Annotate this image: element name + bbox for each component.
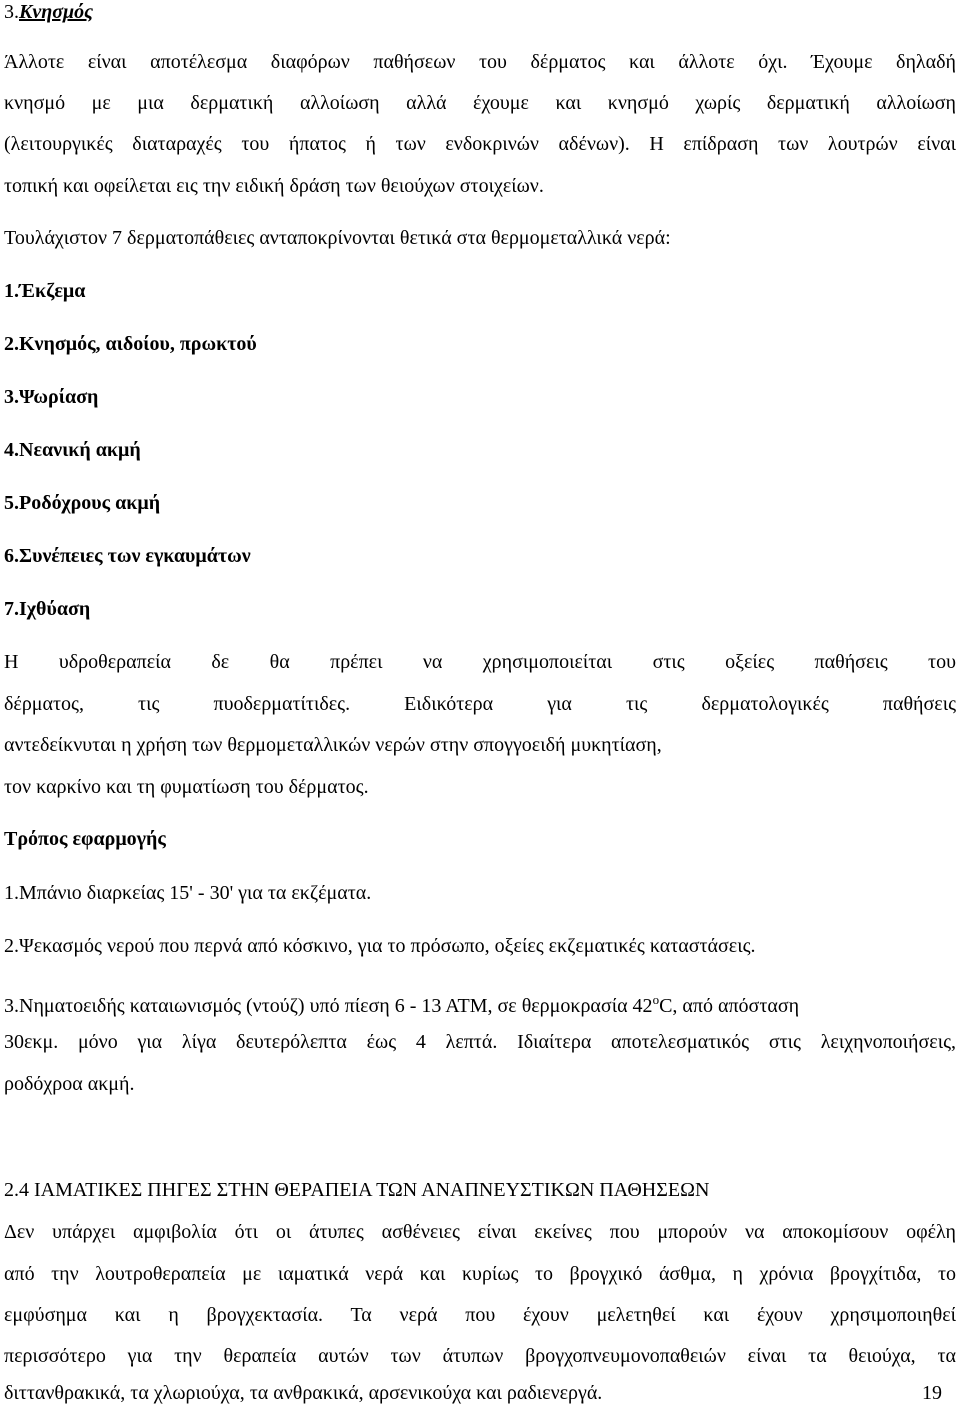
section-title: Κνησμός — [19, 1, 94, 23]
list-item: 4.Νεανική ακμή — [4, 439, 141, 461]
method-heading: Τρόπος εφαρμογής — [4, 828, 166, 850]
paragraph-line: Άλλοτε είναι αποτέλεσμα διαφόρων παθήσεων του δέρματος και άλλοτε όχι. Έχουμε δηλαδή — [4, 51, 956, 73]
list-item: 3.Ψωρίαση — [4, 386, 99, 408]
section-number: 3. — [4, 1, 19, 23]
list-item: 6.Συνέπειες των εγκαυμάτων — [4, 545, 251, 567]
paragraph-line: αντεδείκνυται η χρήση των θερμομεταλλικών νερών στην σπογγοειδή μυκητίαση, — [4, 734, 662, 756]
list-item: 1.Έκζεμα — [4, 280, 86, 302]
page-number: 19 — [922, 1382, 942, 1404]
paragraph-line: διττανθρακικά, τα χλωριούχα, τα ανθρακικά, αρσενικούχα και ραδιενεργά. — [4, 1382, 603, 1404]
section-2-4-heading: 2.4 ΙΑΜΑΤΙΚΕΣ ΠΗΓΕΣ ΣΤΗΝ ΘΕΡΑΠΕΙΑ ΤΩΝ ΑΝΑΠΝΕΥΣΤΙΚΩΝ ΠΑΘΗΣΕΩΝ — [4, 1179, 710, 1201]
paragraph-line: εμφύσημα και η βρογχεκτασία. Τα νερά που έχουν μελετηθεί και έχουν χρησιμοποιηθεί — [4, 1304, 956, 1326]
paragraph-line: (λειτουργικές διαταραχές του ήπατος ή των ενδοκρινών αδένων). Η επίδραση των λουτρών είναι — [4, 133, 956, 155]
paragraph-line: από την λουτροθεραπεία με ιαματικά νερά και κυρίως το βρογχικό άσθμα, η χρόνια βρογχίτιδα, το — [4, 1263, 956, 1285]
paragraph-line: Η υδροθεραπεία δε θα πρέπει να χρησιμοποιείται στις οξείες παθήσεις του — [4, 651, 956, 673]
method-text: 3.Νηματοειδής καταιωνισμός (ντούζ) υπό πίεση 6 - 13 ΑΤΜ, σε θερμοκρασία 42 — [4, 995, 653, 1017]
paragraph-line: 30εκμ. μόνο για λίγα δευτερόλεπτα έως 4 λεπτά. Ιδιαίτερα αποτελεσματικός στις λειχηνοποιήσεις, — [4, 1031, 956, 1053]
list-item: 2.Κνησμός, αιδοίου, πρωκτού — [4, 333, 257, 355]
paragraph-line: Δεν υπάρχει αμφιβολία ότι οι άτυπες ασθένειες είναι εκείνες που μπορούν να αποκομίσουν οφέλη — [4, 1221, 956, 1243]
paragraph-line: περισσότερο για την θεραπεία αυτών των άτυπων βρογχοπνευμονοπαθειών είναι τα θειούχα, τα — [4, 1345, 956, 1367]
degree-superscript: ο — [652, 992, 660, 1007]
paragraph-line: κνησμό με μια δερματική αλλοίωση αλλά έχουμε και κνησμό χωρίς δερματική αλλοίωση — [4, 92, 956, 114]
list-item: 7.Ιχθύαση — [4, 598, 91, 620]
paragraph-line: δέρματος, τις πυοδερματίτιδες. Ειδικότερα για τις δερματολογικές παθήσεις — [4, 693, 956, 715]
method-item — [4, 988, 799, 1018]
paragraph-line: ροδόχροα ακμή. — [4, 1073, 135, 1095]
section-3-heading — [4, 0, 93, 24]
paragraph-line: τοπική και οφείλεται εις την ειδική δράση των θειούχων στοιχείων. — [4, 175, 544, 197]
paragraph-line: τον καρκίνο και τη φυματίωση του δέρματος. — [4, 776, 369, 798]
method-text: C, από απόσταση — [659, 995, 800, 1017]
method-item: 1.Μπάνιο διαρκείας 15' - 30' για τα εκζέματα. — [4, 882, 372, 904]
list-item: 5.Ροδόχρους ακμή — [4, 492, 161, 514]
intro-line: Τουλάχιστον 7 δερματοπάθειες ανταποκρίνονται θετικά στα θερμομεταλλικά νερά: — [4, 227, 671, 249]
method-item: 2.Ψεκασμός νερού που περνά από κόσκινο, για το πρόσωπο, οξείες εκζεματικές καταστάσεις. — [4, 935, 756, 957]
